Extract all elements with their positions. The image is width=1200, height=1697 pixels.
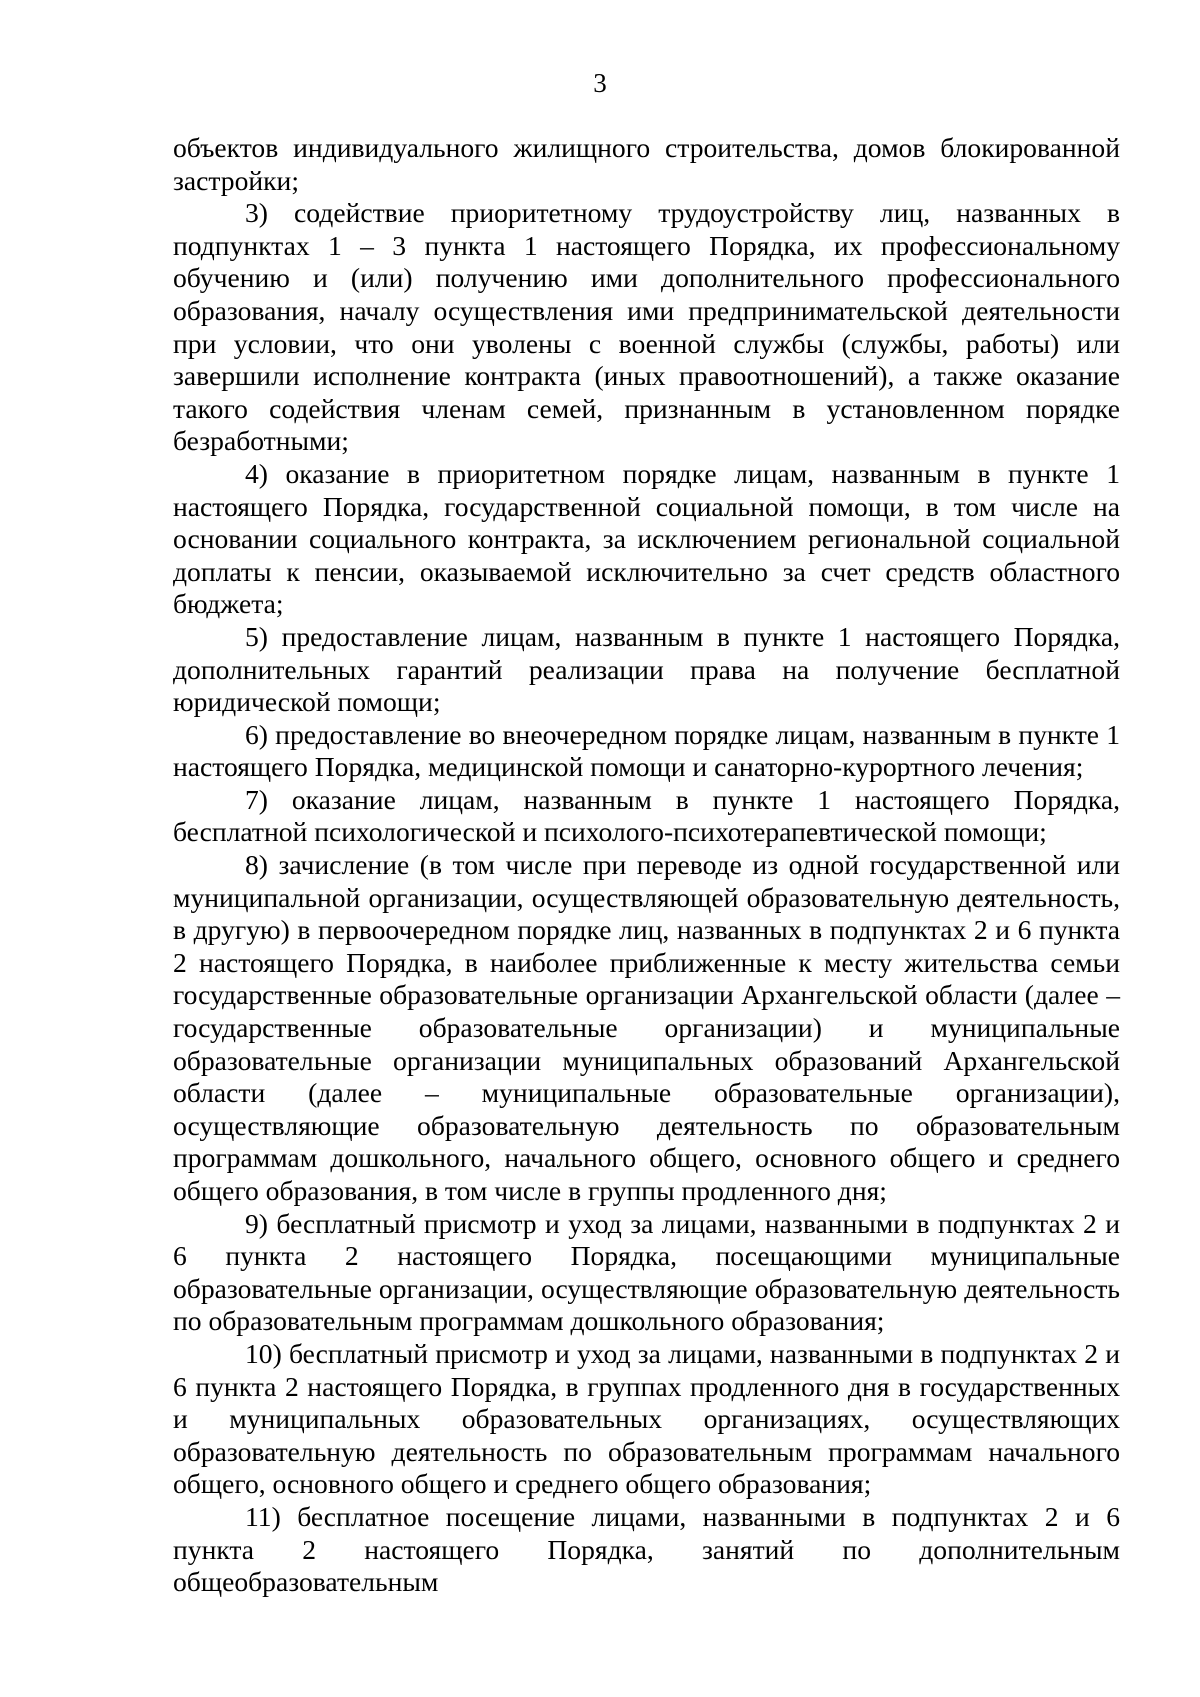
paragraph-item-8: 8) зачисление (в том числе при переводе из одной государственной или муниципальной организации, осуществляющей образовательную деятельность, в другую) в первоочередном порядке лиц, названных в подпунктах 2 и 6 пункта 2 настоящего Порядка, в наиболее приближенные к месту жительства семьи государственные образовательные организации Архангельской области (далее – государственные образовательные организации) и муниципальные образовательные организации муниципальных образований Архангельской области (далее – муниципальные образовательные организации), осуществляющие образовательную деятельность по образовательным программам дошкольного, начального общего, основного общего и среднего общего образования, в том числе в группы продленного дня; — [173, 849, 1120, 1206]
paragraph-item-5: 5) предоставление лицам, названным в пункте 1 настоящего Порядка, дополнительных гарантий реализации права на получение бесплатной юридической помощи; — [173, 620, 1120, 718]
paragraph-item-4: 4) оказание в приоритетном порядке лицам, названным в пункте 1 настоящего Порядка, государственной социальной помощи, в том числе на основании социального контракта, за исключением региональной социальной доплаты к пенсии, оказываемой исключительно за счет средств областного бюджета; — [173, 457, 1120, 620]
paragraph-item-9: 9) бесплатный присмотр и уход за лицами, названными в подпунктах 2 и 6 пункта 2 настоящего Порядка, посещающими муниципальные образовательные организации, осуществляющие образовательную деятельность по образовательным программам дошкольного образования; — [173, 1207, 1120, 1337]
page-number: 3 — [593, 68, 607, 98]
paragraph-item-10: 10) бесплатный присмотр и уход за лицами, названными в подпунктах 2 и 6 пункта 2 настоящего Порядка, в группах продленного дня в государственных и муниципальных образовательных организациях, осуществляющих образовательную деятельность по образовательным программам начального общего, основного общего и среднего общего образования; — [173, 1337, 1120, 1500]
paragraph-item-6: 6) предоставление во внеочередном порядке лицам, названным в пункте 1 настоящего Порядка, медицинской помощи и санаторно-курортного лечения; — [173, 718, 1120, 783]
paragraph-item-11: 11) бесплатное посещение лицами, названными в подпунктах 2 и 6 пункта 2 настоящего Порядка, занятий по дополнительным общеобразовательным — [173, 1500, 1120, 1598]
document-body — [173, 132, 1120, 1599]
paragraph-item-3: 3) содействие приоритетному трудоустройству лиц, названных в подпунктах 1 – 3 пункта 1 настоящего Порядка, их профессиональному обучению и (или) получению ими дополнительного профессионального образования, началу осуществления ими предпринимательской деятельности при условии, что они уволены с военной службы (службы, работы) или завершили исполнение контракта (иных правоотношений), а также оказание такого содействия членам семей, признанным в установленном порядке безработными; — [173, 197, 1120, 457]
paragraph-continuation: объектов индивидуального жилищного строительства, домов блокированной застройки; — [173, 132, 1120, 196]
paragraph-item-7: 7) оказание лицам, названным в пункте 1 настоящего Порядка, бесплатной психологической и психолого-психотерапевтической помощи; — [173, 783, 1120, 848]
